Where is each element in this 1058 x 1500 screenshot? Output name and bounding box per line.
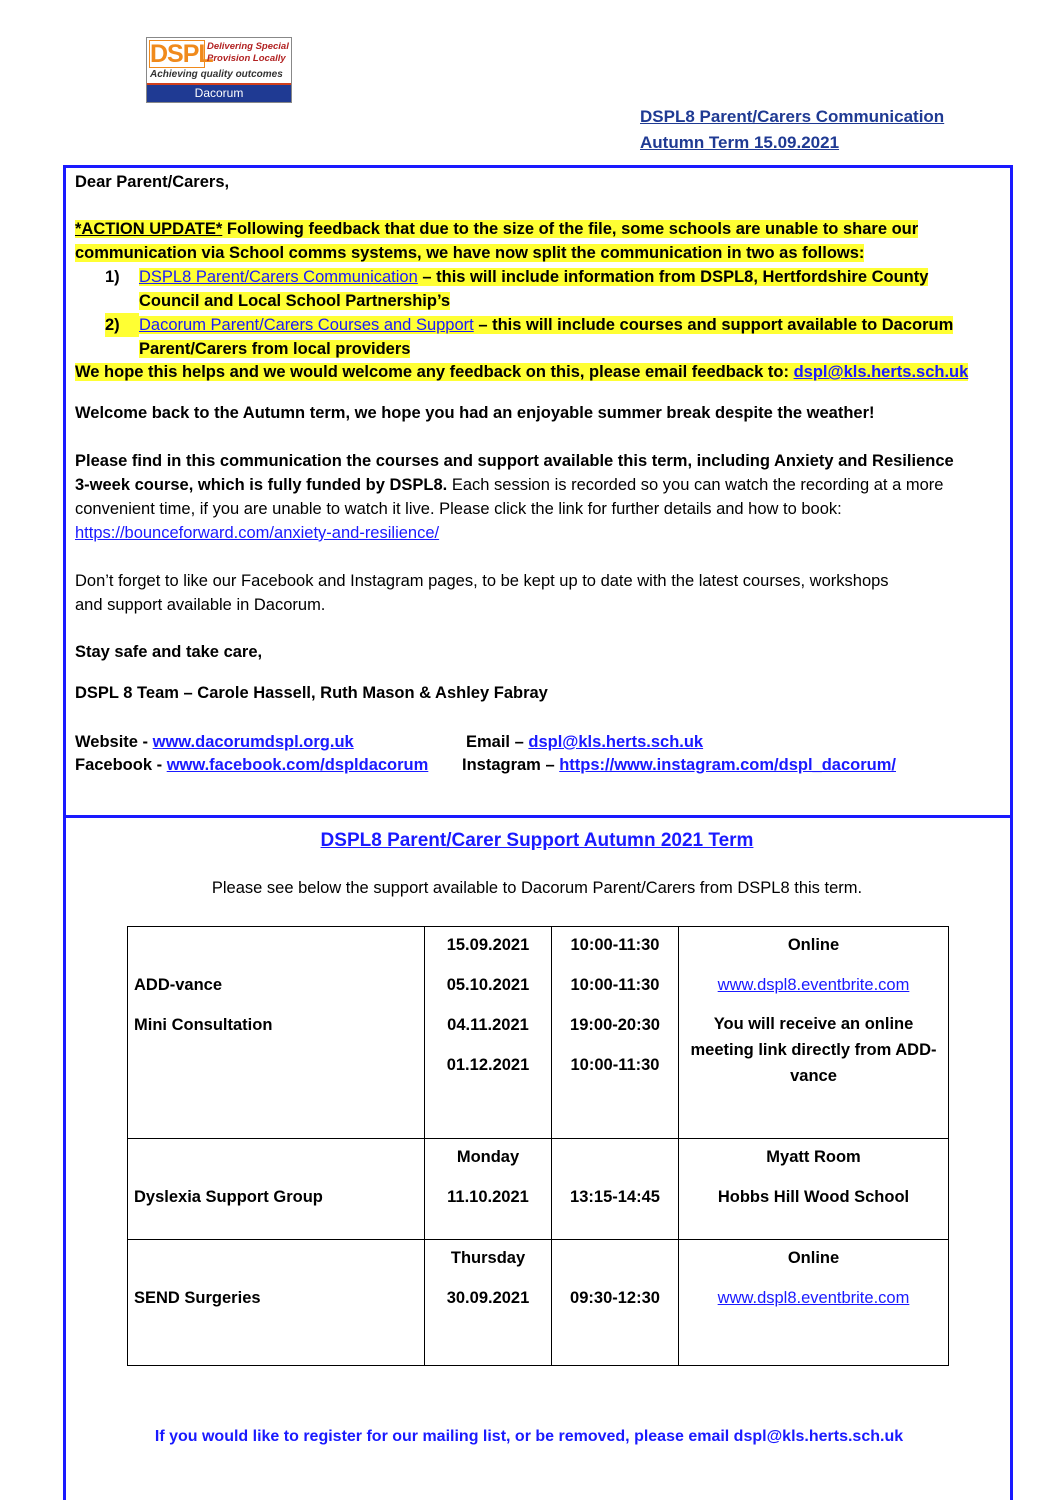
session-time: 13:15-14:45 <box>570 1188 660 1206</box>
item1-text-2: Council and Local School Partnership’s <box>139 292 451 310</box>
logo-abbr: DSPL <box>150 40 213 68</box>
table-row <box>128 927 949 1139</box>
table-cell-times <box>552 1240 679 1366</box>
course-normal-3: convenient time, if you are unable to watch it live. Please click the link for further details and how to book: <box>75 500 842 518</box>
item1-text-1: – this will include information from DSPL8, Hertfordshire County <box>417 268 929 286</box>
table-cell-dates <box>425 1240 552 1366</box>
title-line-2: Autumn Term 15.09.2021 <box>640 133 840 152</box>
eventbrite-link[interactable]: www.dspl8.eventbrite.com <box>717 976 910 994</box>
list-number: 2) <box>105 313 139 337</box>
table-cell-venue <box>679 927 949 1139</box>
session-date: 15.09.2021 <box>446 936 530 954</box>
venue-text: Hobbs Hill Wood School <box>717 1188 910 1206</box>
support-section-title: DSPL8 Parent/Carer Support Autumn 2021 Term <box>320 830 754 851</box>
course-paragraph <box>75 449 954 545</box>
session-time: 10:00-11:30 <box>570 976 660 994</box>
session-date: 11.10.2021 <box>447 1188 529 1206</box>
signoff: Stay safe and take care, <box>75 643 263 661</box>
table-cell-name <box>128 1139 425 1240</box>
service-subname: Mini Consultation <box>134 1016 273 1034</box>
item2-text-1: – this will include courses and support available to Dacorum <box>473 316 954 334</box>
action-text-1: Following feedback that due to the size of the file, some schools are unable to share our <box>222 220 919 238</box>
support-intro: Please see below the support available to Dacorum Parent/Carers from DSPL8 this term. <box>211 879 863 897</box>
venue-text: Online <box>787 936 840 954</box>
table-row <box>128 1240 949 1366</box>
course-bold-2: 3-week course, which is fully funded by DSPL8. <box>75 476 448 494</box>
table-cell-name <box>128 1240 425 1366</box>
table-cell-dates <box>425 927 552 1139</box>
facebook-link[interactable]: www.facebook.com/dspldacorum <box>166 756 429 774</box>
email-label: Email – <box>466 733 529 751</box>
table-cell-name <box>128 927 425 1139</box>
title-line-1: DSPL8 Parent/Carers Communication <box>640 107 945 126</box>
item2-link[interactable]: Dacorum Parent/Carers Courses and Support <box>139 316 474 334</box>
greeting: Dear Parent/Carers, <box>75 173 230 191</box>
venue-text: Myatt Room <box>766 1148 861 1166</box>
action-label: *ACTION UPDATE* <box>75 220 223 238</box>
service-name: SEND Surgeries <box>134 1289 261 1307</box>
table-cell-times <box>552 1139 679 1240</box>
social-paragraph <box>75 569 889 617</box>
team-names: DSPL 8 Team – Carole Hassell, Ruth Mason & Ashley Fabray <box>75 684 548 702</box>
session-time: 10:00-11:30 <box>570 936 660 954</box>
mailing-list-footer: If you would like to register for our mailing list, or be removed, please email dspl@kls.herts.sch.uk <box>154 1428 904 1445</box>
item2-text-2: Parent/Carers from local providers <box>139 340 411 358</box>
feedback-line <box>75 360 968 384</box>
feedback-text: We hope this helps and we would welcome any feedback on this, please email feedback to: <box>75 363 794 381</box>
course-link[interactable]: https://bounceforward.com/anxiety-and-resilience/ <box>75 524 440 542</box>
course-normal-2: Each session is recorded so you can watch the recording at a more <box>447 476 944 494</box>
section-divider <box>63 815 1013 818</box>
instagram-label: Instagram – <box>462 756 560 774</box>
feedback-email-link[interactable]: dspl@kls.herts.sch.uk <box>793 363 969 381</box>
logo-tagline <box>207 41 289 65</box>
website-line <box>75 730 354 754</box>
session-time: 09:30-12:30 <box>570 1289 660 1307</box>
table-cell-venue <box>679 1240 949 1366</box>
venue-text: Online <box>787 1249 840 1267</box>
session-date: 05.10.2021 <box>446 976 530 994</box>
action-text-2: communication via School comms systems, we have now split the communication in two as follows: <box>75 244 865 262</box>
instagram-line <box>462 753 896 777</box>
table-cell-venue <box>679 1139 949 1240</box>
action-update <box>75 217 918 265</box>
document-title <box>640 104 944 156</box>
course-bold-1: Please find in this communication the courses and support available this term, including Anxiety and Resilience <box>75 452 954 470</box>
logo-motto: Achieving quality outcomes <box>150 69 283 80</box>
venue-note: You will receive an online meeting link directly from ADD-vance <box>690 1015 937 1085</box>
social-text-1: Don’t forget to like our Facebook and Instagram pages, to be kept up to date with the latest courses, workshops <box>75 572 889 590</box>
website-label: Website - <box>75 733 153 751</box>
list-number: 1) <box>105 268 120 286</box>
instagram-link[interactable]: https://www.instagram.com/dspl_dacorum/ <box>559 756 896 774</box>
session-time: 19:00-20:30 <box>570 1016 660 1034</box>
eventbrite-link[interactable]: www.dspl8.eventbrite.com <box>717 1289 910 1307</box>
session-day: Monday <box>456 1148 520 1166</box>
facebook-label: Facebook - <box>75 756 167 774</box>
table-row <box>128 1139 949 1240</box>
social-text-2: and support available in Dacorum. <box>75 596 326 614</box>
email-line <box>466 730 703 754</box>
list-item <box>105 313 1005 358</box>
session-date: 30.09.2021 <box>446 1289 530 1307</box>
list-item <box>105 265 1005 310</box>
welcome-text: Welcome back to the Autumn term, we hope you had an enjoyable summer break despite the weather! <box>75 404 875 422</box>
session-date: 01.12.2021 <box>446 1056 530 1074</box>
session-day: Thursday <box>450 1249 526 1267</box>
service-name: ADD-vance <box>134 976 223 994</box>
table-cell-times <box>552 927 679 1139</box>
website-link[interactable]: www.dacorumdspl.org.uk <box>152 733 354 751</box>
facebook-line <box>75 753 428 777</box>
table-cell-dates <box>425 1139 552 1240</box>
logo-tagline-2: Provision Locally <box>207 53 286 64</box>
support-table <box>127 926 949 1366</box>
logo-tagline-1: Delivering Special <box>207 41 289 52</box>
session-time: 10:00-11:30 <box>570 1056 660 1074</box>
email-link[interactable]: dspl@kls.herts.sch.uk <box>528 733 704 751</box>
service-name: Dyslexia Support Group <box>134 1188 323 1206</box>
session-date: 04.11.2021 <box>447 1016 529 1034</box>
dspl-logo <box>146 37 292 103</box>
item1-link[interactable]: DSPL8 Parent/Carers Communication <box>139 268 418 286</box>
logo-area: Dacorum <box>147 83 291 102</box>
